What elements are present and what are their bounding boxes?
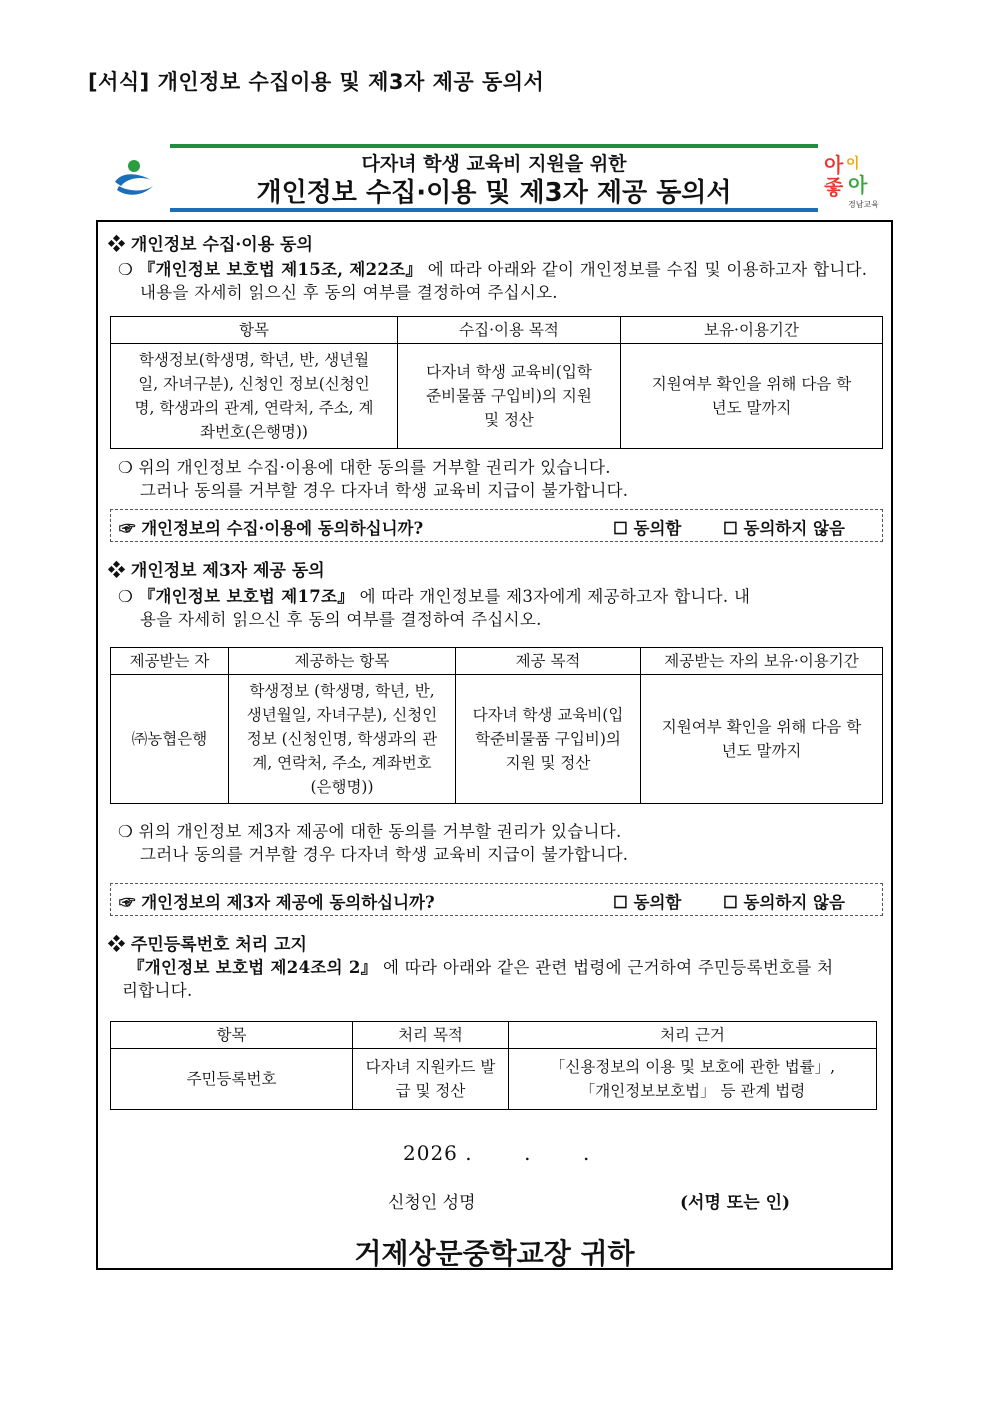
header-bottom-line bbox=[170, 208, 818, 212]
refuse-text: ❍ 위의 개인정보 제3자 제공에 대한 동의를 거부할 권리가 있습니다. bbox=[118, 822, 622, 841]
section3-intro bbox=[122, 956, 888, 1002]
disagree-checkbox[interactable]: ☐ 동의하지 않음 bbox=[723, 519, 845, 538]
refuse-notice-1 bbox=[118, 456, 888, 502]
table-header: 처리 근거 bbox=[509, 1022, 877, 1049]
bullet-icon: ❍ bbox=[118, 260, 134, 279]
law-reference: 『개인정보 보호법 제24조의 2』 bbox=[128, 958, 378, 977]
section1-intro bbox=[118, 258, 888, 304]
intro-text-line2: 리합니다. bbox=[122, 981, 193, 1000]
table-cell: 지원여부 확인을 위해 다음 학년도 말까지 bbox=[641, 675, 883, 804]
table-cell: ㈜농협은행 bbox=[111, 675, 229, 804]
intro-text: 에 따라 아래와 같이 개인정보를 수집 및 이용하고자 합니다. bbox=[422, 260, 868, 279]
table-header: 보유·이용기간 bbox=[621, 317, 883, 344]
bullet-icon: ❍ bbox=[118, 587, 134, 606]
refuse-text: ❍ 위의 개인정보 수집·이용에 대한 동의를 거부할 권리가 있습니다. bbox=[118, 458, 611, 477]
aijoa-logo bbox=[822, 150, 890, 210]
svg-text:경남교육: 경남교육 bbox=[848, 200, 879, 209]
signature-field[interactable]: (서명 또는 인) bbox=[680, 1193, 791, 1213]
consent-question-third-party bbox=[110, 883, 883, 916]
table-header: 제공하는 항목 bbox=[229, 648, 456, 675]
law-reference: 『개인정보 보호법 제17조』 bbox=[138, 587, 355, 606]
law-reference: 『개인정보 보호법 제15조, 제22조』 bbox=[138, 260, 423, 279]
table-header: 제공받는 자의 보유·이용기간 bbox=[641, 648, 883, 675]
svg-text:이: 이 bbox=[846, 156, 860, 172]
table-cell: 다자녀 학생 교육비(입학준비물품 구입비)의 지원 및 정산 bbox=[456, 675, 641, 804]
table-cell: 지원여부 확인을 위해 다음 학년도 말까지 bbox=[621, 344, 883, 449]
agree-checkbox[interactable]: ☐ 동의함 bbox=[613, 893, 682, 912]
table-header: 항목 bbox=[111, 317, 398, 344]
resident-number-table bbox=[110, 1021, 877, 1110]
table-cell: 다자녀 학생 교육비(입학준비물품 구입비)의 지원 및 정산 bbox=[398, 344, 621, 449]
question-text: ☞ 개인정보의 제3자 제공에 동의하십니까? bbox=[119, 893, 435, 912]
intro-text-line2: 내용을 자세히 읽으신 후 동의 여부를 결정하여 주십시오. bbox=[140, 283, 558, 302]
refuse-notice-2 bbox=[118, 820, 888, 866]
disagree-checkbox[interactable]: ☐ 동의하지 않음 bbox=[723, 893, 845, 912]
section-heading-collection: ❖ 개인정보 수집·이용 동의 bbox=[108, 235, 313, 255]
collection-table bbox=[110, 316, 883, 449]
question-text: ☞ 개인정보의 수집·이용에 동의하십니까? bbox=[119, 519, 424, 538]
header-top-line bbox=[170, 144, 818, 148]
refuse-text-line2: 그러나 동의를 거부할 경우 다자녀 학생 교육비 지급이 불가합니다. bbox=[140, 481, 629, 500]
table-cell: 다자녀 지원카드 발급 및 정산 bbox=[353, 1049, 509, 1110]
table-cell: 주민등록번호 bbox=[111, 1049, 353, 1110]
section-heading-third-party: ❖ 개인정보 제3자 제공 동의 bbox=[108, 561, 325, 581]
table-cell: 학생정보(학생명, 학년, 반, 생년월일, 자녀구분), 신청인 정보(신청인명, 학생과의 관계, 연락처, 주소, 계좌번호(은행명)) bbox=[111, 344, 398, 449]
table-header: 수집·이용 목적 bbox=[398, 317, 621, 344]
gyeongnam-emblem-icon bbox=[111, 156, 157, 202]
table-cell: 학생정보 (학생명, 학년, 반, 생년월일, 자녀구분), 신청인 정보 (신청인명, 학생과의 관계, 연락처, 주소, 계좌번호(은행명)) bbox=[229, 675, 456, 804]
section-heading-resident-number: ❖ 주민등록번호 처리 고지 bbox=[108, 935, 307, 955]
svg-text:아: 아 bbox=[824, 153, 844, 177]
document-label: [서식] 개인정보 수집이용 및 제3자 제공 동의서 bbox=[88, 70, 545, 94]
signer-label: 신청인 성명 bbox=[388, 1193, 476, 1213]
consent-question-collection bbox=[110, 509, 883, 542]
header-title: 개인정보 수집·이용 및 제3자 제공 동의서 bbox=[256, 178, 732, 208]
table-header: 제공 목적 bbox=[456, 648, 641, 675]
agree-checkbox[interactable]: ☐ 동의함 bbox=[613, 519, 682, 538]
svg-text:아: 아 bbox=[848, 173, 868, 197]
intro-text: 에 따라 개인정보를 제3자에게 제공하고자 합니다. 내 bbox=[354, 587, 751, 606]
header-subtitle: 다자녀 학생 교육비 지원을 위한 bbox=[361, 153, 627, 175]
intro-text: 에 따라 아래와 같은 관련 법령에 근거하여 주민등록번호를 처 bbox=[377, 958, 834, 977]
svg-text:좋: 좋 bbox=[824, 175, 844, 199]
table-header: 처리 목적 bbox=[353, 1022, 509, 1049]
date-field[interactable]: 2026 . . . bbox=[403, 1141, 591, 1165]
addressee: 거제상문중학교장 귀하 bbox=[354, 1237, 635, 1270]
refuse-text-line2: 그러나 동의를 거부할 경우 다자녀 학생 교육비 지급이 불가합니다. bbox=[140, 845, 629, 864]
table-header: 항목 bbox=[111, 1022, 353, 1049]
section2-intro bbox=[118, 585, 888, 631]
intro-text-line2: 용을 자세히 읽으신 후 동의 여부를 결정하여 주십시오. bbox=[140, 610, 542, 629]
table-header: 제공받는 자 bbox=[111, 648, 229, 675]
third-party-table bbox=[110, 647, 883, 804]
table-cell: 「신용정보의 이용 및 보호에 관한 법률」, 「개인정보보호법」 등 관계 법령 bbox=[509, 1049, 877, 1110]
